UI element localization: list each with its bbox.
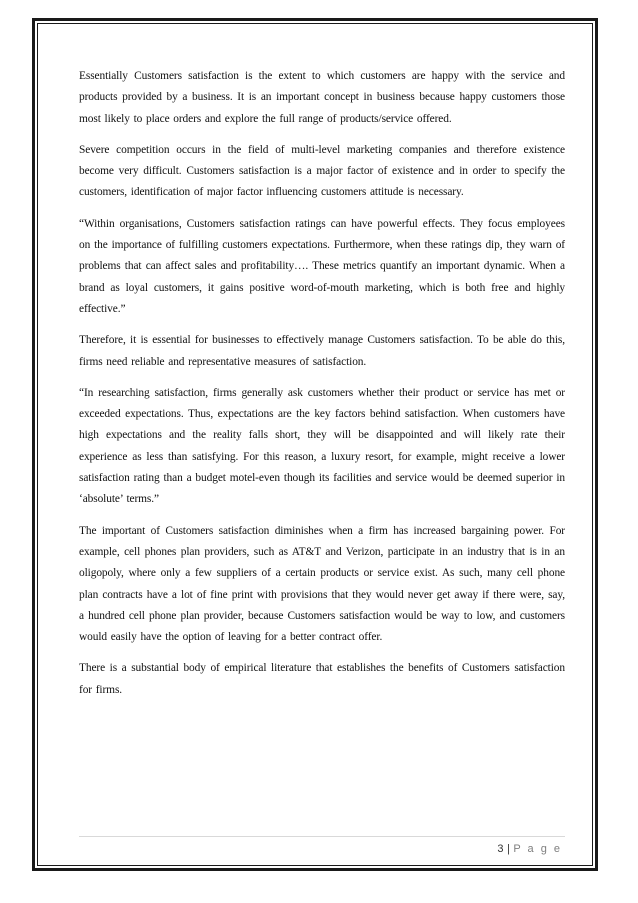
page-separator: |	[506, 843, 511, 855]
page-word: P a g e	[513, 843, 562, 855]
paragraph-5: “In researching satisfaction, firms generally ask customers whether their product or service has met or exceeded expectations. Thus, expectations are the key factors behind satisfaction. When customers have high expectations and the reality falls short, they will be disappointed and will likely rate their experience as less than satisfying. For this reason, a luxury resort, for example, might receive a lower satisfaction rating than a budget motel-even though its facilities and service would be deemed superior in ‘absolute’ terms.”	[79, 386, 565, 506]
document-body	[79, 66, 565, 711]
paragraph-1: Essentially Customers satisfaction is the extent to which customers are happy with the service and products provided by a business. It is an important concept in business because happy customers those most likely to place orders and explore the full range of products/service offered.	[79, 70, 565, 125]
paragraph-4: Therefore, it is essential for businesses to effectively manage Customers satisfaction. To be able do this, firms need reliable and representative measures of satisfaction.	[79, 334, 565, 368]
paragraph-2: Severe competition occurs in the field of multi-level marketing companies and therefore existence become very difficult. Customers satisfaction is a major factor of existence and in order to specify the customers, identification of major factor influencing customers attitude is necessary.	[79, 143, 565, 199]
paragraph-3: “Within organisations, Customers satisfaction ratings can have powerful effects. They focus employees on the importance of fulfilling customers expectations. Furthermore, when these ratings dip, they warn of problems that can affect sales and profitability…. These metrics quantify an important dynamic. When a brand as loyal customers, it gains positive word-of-mouth marketing, which is both free and highly effective.”	[79, 217, 565, 315]
paragraph-6: The important of Customers satisfaction diminishes when a firm has increased bargaining power. For example, cell phones plan providers, such as AT&T and Verizon, participate in an industry that is in an oligopoly, where only a few suppliers of a certain products or service exist. As such, many cell phone plan contracts have a lot of fine print with provisions that they would never get away if there were, say, a hundred cell phone plan provider, because Customers satisfaction would be way to low, and customers would easily have the option of leaving for a better contract offer.	[79, 524, 565, 644]
page-footer	[497, 843, 562, 855]
paragraph-7: There is a substantial body of empirical literature that establishes the benefits of Customers satisfaction for firms.	[79, 662, 565, 696]
page-number: 3	[497, 843, 504, 855]
footer-divider	[79, 836, 565, 837]
